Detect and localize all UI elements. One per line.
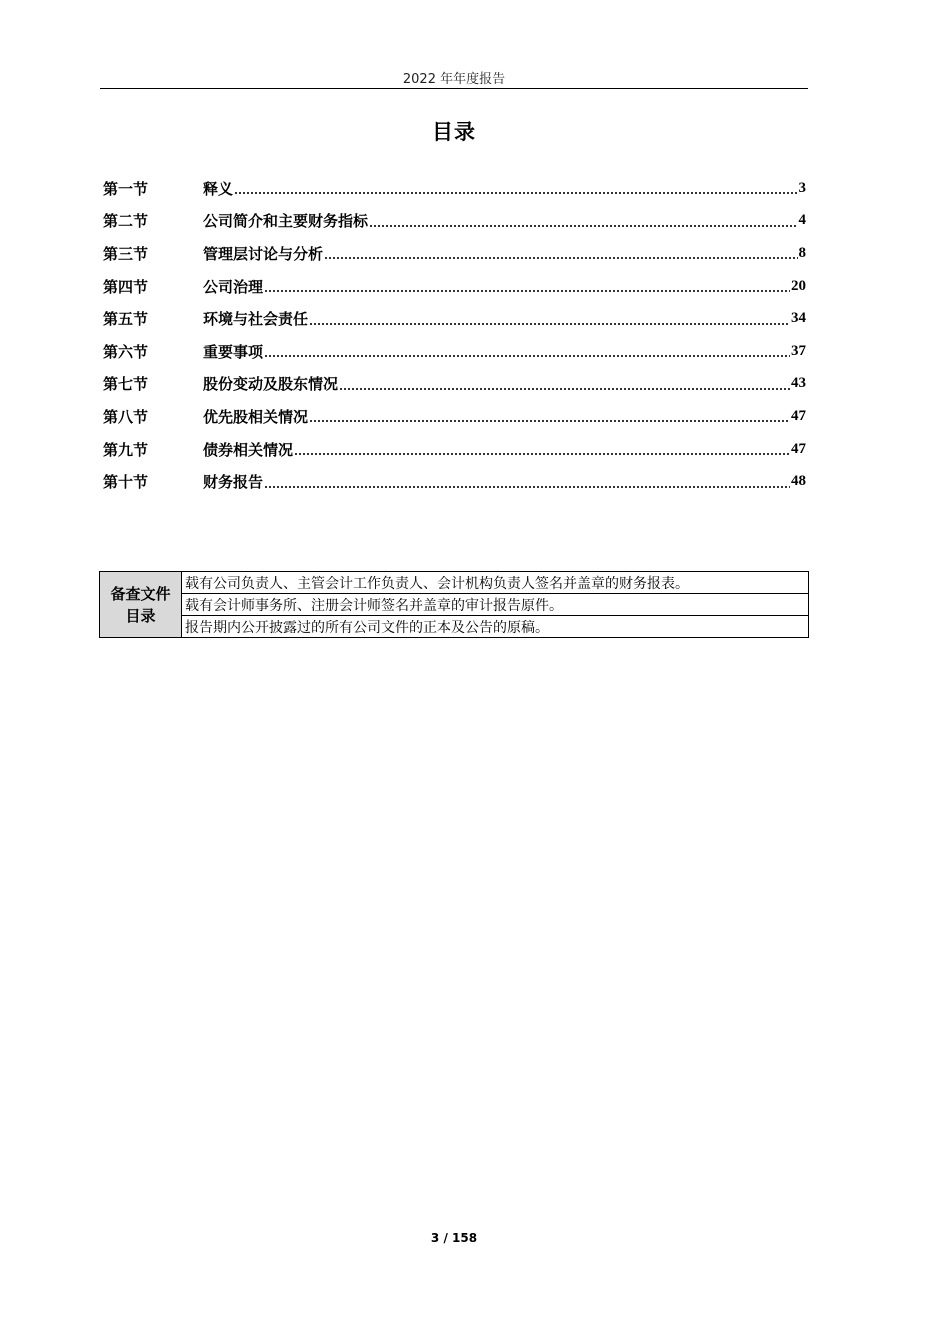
toc-section-number: 第四节 [103, 277, 149, 296]
toc-page-number: 34 [791, 310, 806, 327]
reference-document-item: 报告期内公开披露过的所有公司文件的正本及公告的原稿。 [182, 616, 809, 638]
toc-list [103, 172, 806, 498]
toc-section-title: 环境与社会责任 [203, 310, 309, 329]
toc-section-number: 第二节 [103, 212, 149, 231]
toc-item[interactable] [103, 237, 806, 270]
toc-section-number: 第九节 [103, 440, 149, 459]
toc-section-title: 优先股相关情况 [203, 407, 309, 426]
toc-leader-dots [264, 277, 790, 295]
toc-leader-dots [234, 179, 797, 197]
toc-item[interactable] [103, 270, 806, 303]
toc-leader-dots [369, 212, 797, 230]
reference-document-item: 载有会计师事务所、注册会计师签名并盖章的审计报告原件。 [182, 594, 809, 616]
toc-page-number: 8 [798, 244, 806, 261]
header-rule [100, 88, 808, 89]
toc-page-number: 48 [791, 473, 806, 490]
toc-section-title: 股份变动及股东情况 [203, 375, 339, 394]
toc-item[interactable] [103, 465, 806, 498]
toc-page-number: 47 [791, 407, 806, 424]
toc-section-number: 第一节 [103, 179, 149, 198]
toc-title: 目录 [432, 120, 476, 144]
toc-section-number: 第七节 [103, 375, 149, 394]
toc-section-title: 财务报告 [203, 473, 264, 492]
toc-section-title: 重要事项 [203, 342, 264, 361]
page-number-indicator: 3 / 158 [430, 1231, 478, 1245]
toc-leader-dots [339, 375, 790, 393]
toc-leader-dots [309, 310, 790, 328]
toc-page-number: 20 [791, 277, 806, 294]
toc-section-number: 第八节 [103, 407, 149, 426]
toc-item[interactable] [103, 335, 806, 368]
toc-section-title: 公司简介和主要财务指标 [203, 212, 369, 231]
toc-item[interactable] [103, 172, 806, 205]
toc-section-title: 债券相关情况 [203, 440, 294, 459]
toc-item[interactable] [103, 302, 806, 335]
reference-documents-table [99, 571, 809, 638]
toc-item[interactable] [103, 433, 806, 466]
toc-section-title: 释义 [203, 179, 234, 198]
toc-section-title: 管理层讨论与分析 [203, 244, 324, 263]
reference-document-item: 载有公司负责人、主管会计工作负责人、会计机构负责人签名并盖章的财务报表。 [182, 572, 809, 594]
reference-heading-line1: 备查文件 [110, 584, 171, 603]
toc-page-number: 3 [798, 179, 806, 196]
toc-section-title: 公司治理 [203, 277, 264, 296]
toc-section-number: 第三节 [103, 244, 149, 263]
toc-section-number: 第十节 [103, 473, 149, 492]
toc-page-number: 4 [798, 212, 806, 229]
toc-section-number: 第五节 [103, 310, 149, 329]
reference-table-heading [100, 572, 182, 638]
toc-item[interactable] [103, 368, 806, 401]
toc-leader-dots [324, 244, 797, 262]
toc-leader-dots [264, 342, 790, 360]
toc-item[interactable] [103, 205, 806, 238]
reference-heading-line2: 目录 [125, 606, 156, 625]
toc-item[interactable] [103, 400, 806, 433]
page-header: 2022 年年度报告 [402, 72, 506, 87]
toc-section-number: 第六节 [103, 342, 149, 361]
toc-page-number: 47 [791, 440, 806, 457]
toc-page-number: 43 [791, 375, 806, 392]
toc-leader-dots [294, 440, 790, 458]
toc-leader-dots [264, 473, 790, 491]
toc-page-number: 37 [791, 342, 806, 359]
toc-leader-dots [309, 407, 790, 425]
